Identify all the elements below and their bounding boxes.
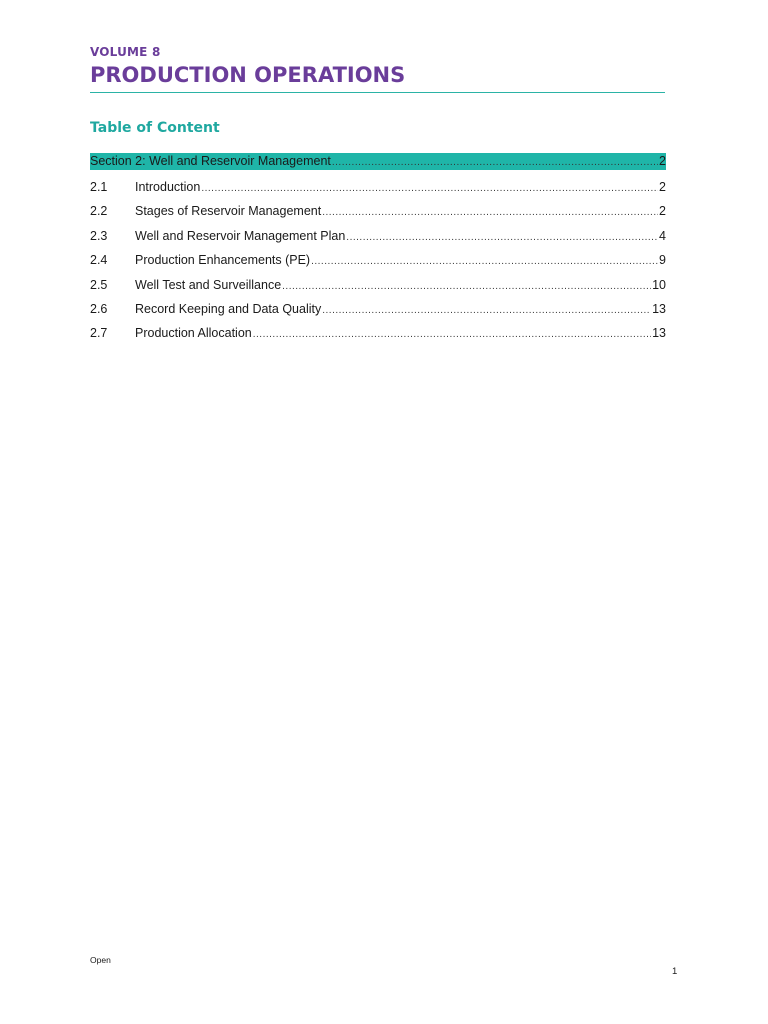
toc-item-record-keeping[interactable]: [90, 299, 666, 323]
toc-item-page: 2: [659, 204, 666, 219]
header-divider: [90, 92, 665, 93]
table-of-contents: [90, 153, 666, 348]
toc-item-page: 2: [659, 180, 666, 194]
toc-heading: Table of Content: [90, 120, 220, 136]
toc-item-title: Record Keeping and Data Quality: [135, 301, 322, 316]
toc-item-production-enhancements[interactable]: [90, 250, 666, 274]
toc-item-page: 4: [659, 228, 666, 243]
toc-item-number: 2.6: [90, 301, 108, 316]
toc-item-page: 10: [652, 277, 666, 292]
toc-item-number: 2.2: [90, 204, 108, 219]
toc-item-management-plan[interactable]: [90, 226, 666, 250]
toc-section-title: Section 2: Well and Reservoir Management: [90, 154, 331, 168]
toc-item-number: 2.7: [90, 326, 108, 341]
toc-leader-dots: [201, 179, 658, 199]
toc-leader-dots: [332, 154, 658, 171]
toc-item-introduction[interactable]: [90, 177, 666, 201]
toc-item-well-test[interactable]: [90, 275, 666, 299]
toc-item-number: 2.3: [90, 228, 108, 243]
volume-label: VOLUME 8: [90, 45, 161, 59]
toc-section-page: 2: [659, 154, 666, 168]
toc-item-title: Introduction: [135, 180, 201, 194]
toc-item-title: Well and Reservoir Management Plan: [135, 228, 346, 243]
toc-item-title: Production Enhancements (PE): [135, 253, 311, 268]
toc-item-production-allocation[interactable]: [90, 323, 666, 347]
toc-item-title: Stages of Reservoir Management: [135, 204, 322, 219]
toc-leader-dots: [346, 228, 658, 248]
toc-leader-dots: [311, 252, 658, 272]
toc-leader-dots: [253, 325, 651, 345]
toc-item-title: Well Test and Surveillance: [135, 277, 282, 292]
toc-item-title: Production Allocation: [135, 326, 252, 341]
toc-item-number: 2.4: [90, 253, 108, 268]
toc-item-number: 2.1: [90, 180, 108, 194]
page-number: 1: [672, 966, 678, 977]
toc-section-link[interactable]: [90, 153, 666, 170]
toc-item-stages[interactable]: [90, 201, 666, 225]
toc-leader-dots: [322, 203, 658, 223]
toc-item-page: 13: [652, 326, 666, 341]
toc-leader-dots: [282, 277, 651, 297]
toc-item-page: 13: [652, 301, 666, 316]
classification-label: Open: [90, 955, 111, 965]
toc-leader-dots: [322, 301, 651, 321]
document-title: PRODUCTION OPERATIONS: [90, 63, 406, 87]
document-header: [90, 44, 665, 89]
toc-item-number: 2.5: [90, 277, 108, 292]
toc-item-page: 9: [659, 253, 666, 268]
